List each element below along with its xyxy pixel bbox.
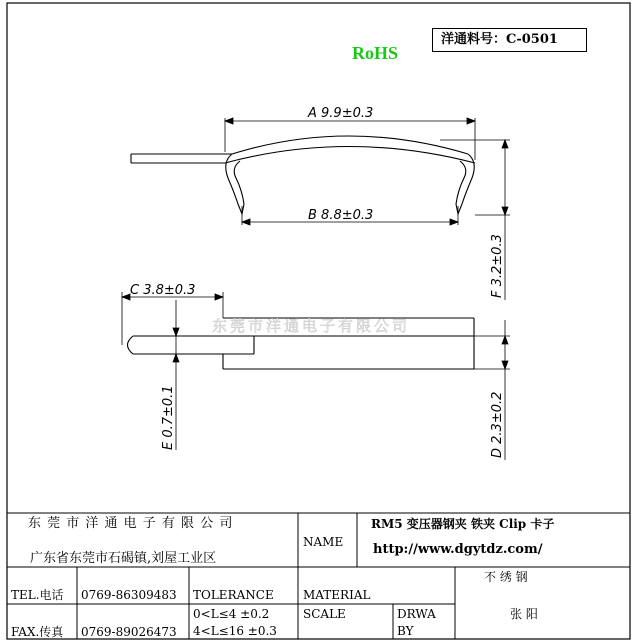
- website-url: http://www.dgytdz.com/: [373, 542, 543, 557]
- drawn-by-value: 张 阳: [510, 607, 538, 621]
- fax-value: 0769-89026473: [81, 625, 177, 639]
- tel-label: TEL.电话: [11, 588, 64, 602]
- dimension-a-label: A 9.9±0.3: [308, 106, 374, 121]
- dimension-e-label: E 0.7±0.1: [161, 385, 176, 450]
- tolerance-label: TOLERANCE: [193, 588, 274, 602]
- product-name: RM5 变压器钢夹 铁夹 Clip 卡子: [371, 517, 555, 531]
- drawn-label-by: BY: [397, 624, 414, 638]
- company-name: 东 莞 市 洋 通 电 子 有 限 公 司: [28, 516, 234, 531]
- tolerance-row-1: 0<L≤4 ±0.2: [193, 607, 270, 621]
- material-label: MATERIAL: [303, 588, 371, 602]
- dimension-a: [225, 118, 475, 160]
- dimension-b-label: B 8.8±0.3: [308, 208, 374, 223]
- watermark-text: 东莞市洋通电子有限公司: [212, 317, 411, 335]
- scale-label: SCALE: [303, 607, 346, 621]
- rohs-label: RoHS: [352, 43, 399, 63]
- fax-label: FAX.传真: [11, 625, 64, 639]
- company-address: 广东省东莞市石碣镇,刘屋工业区: [30, 551, 217, 566]
- drawn-label: DRWA: [397, 607, 436, 621]
- dimension-d-label: D 2.3±0.2: [490, 391, 505, 458]
- dimension-f-label: F 3.2±0.3: [490, 234, 505, 298]
- name-label: NAME: [303, 535, 344, 549]
- clip-top-view: [131, 136, 475, 214]
- tolerance-row-2: 4<L≤16 ±0.3: [193, 624, 277, 638]
- material-value: 不 绣 钢: [484, 570, 528, 584]
- part-number-box: 洋通料号：C-0501: [432, 28, 587, 52]
- tel-value: 0769-86309483: [81, 588, 177, 602]
- dimension-c-label: C 3.8±0.3: [130, 283, 196, 298]
- dimension-c: [122, 292, 223, 345]
